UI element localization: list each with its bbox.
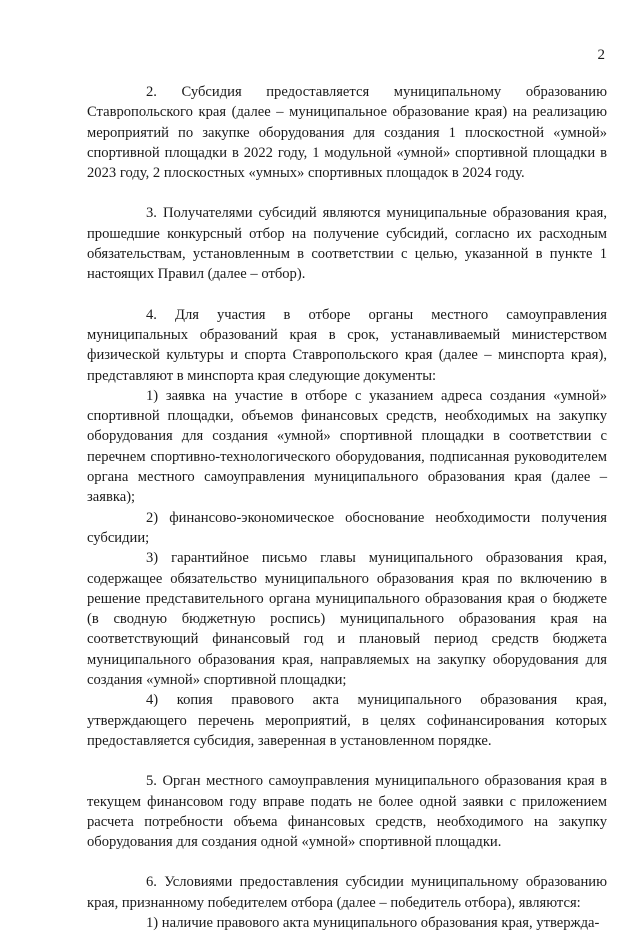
paragraph-5: 5. Орган местного самоуправления муниципального образования края в текущем финансовом году вправе подать не более одной заявки с приложением расчета потребности объема финансовых средств, необходимого на закупку оборудования для создания одной «умной» спортивной площадки. [87,773,607,851]
paragraph-4-item-4: 4) копия правового акта муниципального образования края, утверждающего перечень мероприятий, в целях софинансирования которых предоставляется субсидия, заверенная в установленном порядке. [87,692,607,749]
paragraph-3: 3. Получателями субсидий являются муниципальные образования края, прошедшие конкурсный отбор на получение субсидий, согласно их расходным обязательствам, установленным в соответствии с целью, указанной в пункте 1 настоящих Правил (далее – отбор). [87,205,607,283]
paragraph-6-item-1: 1) наличие правового акта муниципального образования края, утвержда- [146,914,600,931]
page-number: 2 [597,47,605,63]
document-body [87,82,607,933]
paragraph-4: 4. Для участия в отборе органы местного самоуправления муниципальных образований края в срок, устанавливаемый министерством физической культуры и спорта Ставропольского края (далее – минспорта края), представляют в минспорта края следующие документы: [87,306,607,384]
paragraph-4-item-3: 3) гарантийное письмо главы муниципального образования края, содержащее обязательство муниципального образования края по включению в решение представительного органа муниципального образования края о бюджете (в сводную бюджетную роспись) муниципального образования края на соответствующий финансовый год и плановый период средств бюджета муниципального образования края, направляемых на закупку оборудования для создания «умной» спортивной площадки; [87,550,607,689]
paragraph-4-item-2: 2) финансово-экономическое обоснование необходимости получения субсидии; [87,509,607,546]
paragraph-2: 2. Субсидия предоставляется муниципальному образованию Ставропольского края (далее – муниципальное образование края) на реализацию мероприятий по закупке оборудования для создания 1 плоскостной «умной» спортивной площадки в 2022 году, 1 модульной «умной» спортивной площадки в 2023 году, 2 плоскостных «умных» спортивных площадок в 2024 году. [87,84,607,182]
paragraph-6: 6. Условиями предоставления субсидии муниципальному образованию края, признанному победителем отбора (далее – победитель отбора), являются: [87,874,607,911]
paragraph-4-item-1: 1) заявка на участие в отборе с указанием адреса создания «умной» спортивной площадки, объемов финансовых средств, необходимых на закупку оборудования для создания «умной» спортивной площадки в соответствии с перечнем спортивно-технологического оборудования, подписанная руководителем органа местного самоуправления муниципального образования края (далее – заявка); [87,387,607,506]
